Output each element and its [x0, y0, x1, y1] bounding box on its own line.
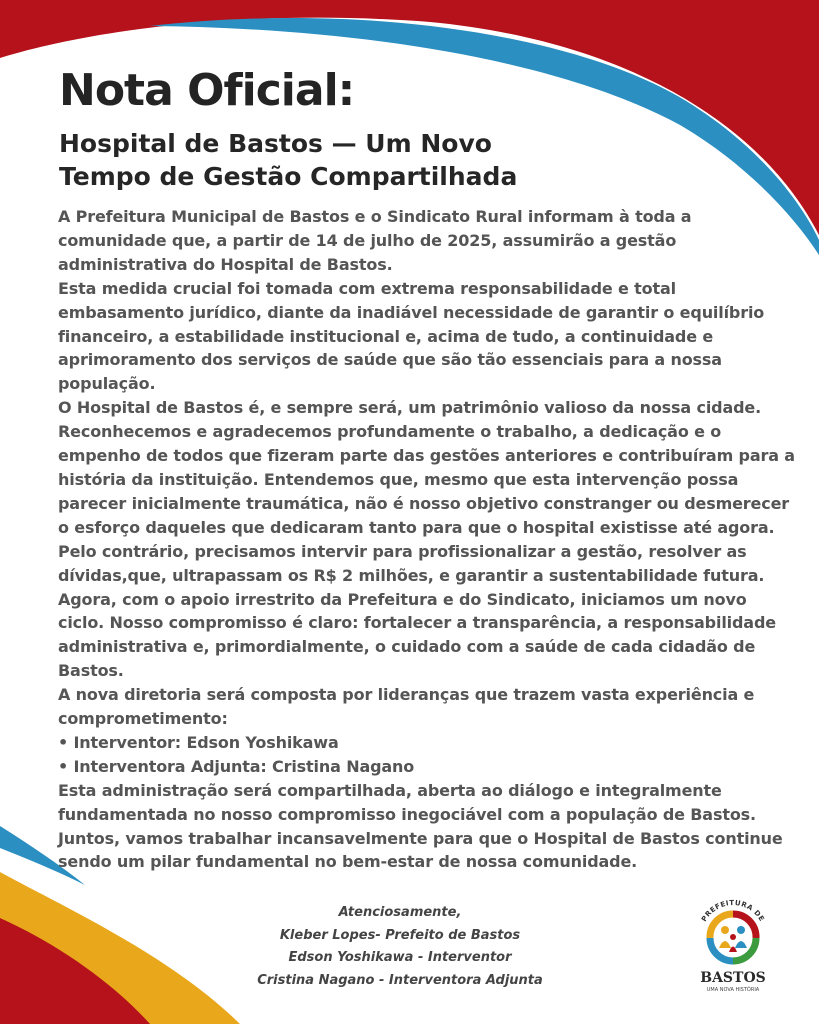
signature-block [240, 902, 560, 992]
prefeitura-logo [688, 892, 778, 1002]
subtitle-line-2: Tempo de Gestão Compartilhada [59, 162, 518, 191]
family-emblem-icon [688, 892, 778, 1002]
paragraph-board: A nova diretoria será composta por lideranças que trazem vasta experiência e comprometimento: [58, 685, 755, 729]
signoff-mayor: Kleber Lopes- Prefeito de Bastos [279, 927, 521, 943]
list-item-interventora-adjunta: • Interventora Adjunta: Cristina Nagano [58, 756, 415, 776]
note-body [58, 205, 798, 874]
list-item-interventor: • Interventor: Edson Yoshikawa [58, 732, 339, 752]
page-subtitle [59, 127, 659, 193]
logo-name: BASTOS [700, 970, 766, 986]
paragraph-new-cycle: Agora, com o apoio irrestrito da Prefeitura e do Sindicato, iniciamos um novo ciclo. Nosso compromisso é claro: fortalecer a transparência, a responsabilidade administrativa e, primordialmente, o cuidado com a saúde de cada cidadão de Bastos. [58, 589, 776, 681]
logo-arc-text: PREFEITURA DE [700, 898, 766, 924]
page-title: Nota Oficial: [59, 65, 355, 116]
signoff-greeting: Atenciosamente, [338, 905, 462, 920]
paragraph-history: O Hospital de Bastos é, e sempre será, um patrimônio valioso da nossa cidade. Reconhecemos e agradecemos profundamente o trabalho, a dedicação e o empenho de todos que fizeram parte das gestões anteriores e contribuíram para a história da instituição. Entendemos que, mesmo que esta intervenção possa parecer inicialmente traumática, não é nosso objetivo constranger ou desmerecer o esforço daqueles que dedicaram tanto para que o hospital existisse até agora. Pelo contrário, precisamos intervir para profissionalizar a gestão, resolver as dívidas,que, ultrapassam os R$ 2 milhões, e garantir a sustentabilidade futura. [58, 398, 795, 585]
subtitle-line-1: Hospital de Bastos — Um Novo [59, 129, 492, 158]
paragraph-justification: Esta medida crucial foi tomada com extrema responsabilidade e total embasamento jurídico, diante da inadiável necessidade de garantir o equilíbrio financeiro, a estabilidade institucional e, acima de tudo, a continuidade e aprimoramento dos serviços de saúde que são tão essenciais para a nossa população. [58, 278, 765, 394]
logo-tagline: UMA NOVA HISTÓRIA [706, 987, 760, 993]
signoff-interventor: Edson Yoshikawa - Interventor [288, 950, 512, 965]
paragraph-closing: Esta administração será compartilhada, aberta ao diálogo e integralmente fundamentada no nosso compromisso inegociável com a população de Bastos. Juntos, vamos trabalhar incansavelmente para que o Hospital de Bastos continue sendo um pilar fundamental no bem-estar de nossa comunidade. [58, 780, 783, 872]
signoff-interventora: Cristina Nagano - Interventora Adjunta [257, 972, 543, 988]
paragraph-announcement: A Prefeitura Municipal de Bastos e o Sindicato Rural informam à toda a comunidade que, a partir de 14 de julho de 2025, assumirão a gestão administrativa do Hospital de Bastos. [58, 207, 692, 274]
